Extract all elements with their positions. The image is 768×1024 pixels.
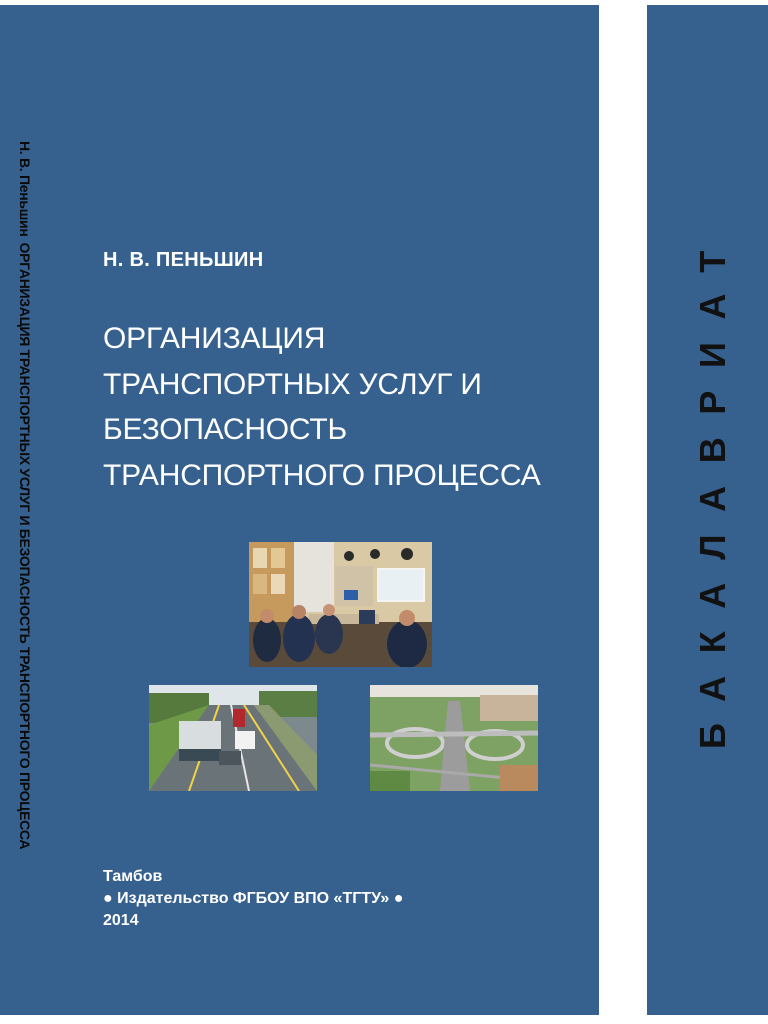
level-label: БАКАЛАВРИАТ [692,228,733,749]
book-title [103,316,583,498]
highway-illustration [149,685,317,791]
classroom-illustration [249,542,432,667]
imprint [103,866,403,932]
cover-side-panel [647,5,768,1015]
classroom-photo [249,542,432,667]
spine-text [17,141,33,855]
highway-photo [149,685,317,791]
interchange-photo [370,685,538,791]
imprint-city: Тамбов [103,868,163,885]
title-line-4: ТРАНСПОРТНОГО ПРОЦЕССА [103,458,541,492]
spine-strip [0,5,54,1015]
author-name: Н. В. ПЕНЬШИН [103,249,264,271]
cover-main-panel [0,5,599,1015]
imprint-year: 2014 [103,912,139,929]
spine-title: ОРГАНИЗАЦИЯ ТРАНСПОРТНЫХ УСЛУГ И БЕЗОПАСНОСТЬ ТРАНСПОРТНОГО ПРОЦЕССА [17,242,33,850]
imprint-publisher: ● Издательство ФГБОУ ВПО «ТГТУ» ● [103,890,404,907]
title-line-2: ТРАНСПОРТНЫХ УСЛУГ И [103,367,482,401]
title-line-1: ОРГАНИЗАЦИЯ [103,322,326,355]
title-line-3: БЕЗОПАСНОСТЬ [103,413,348,446]
spine-author: Н. В. Пеньшин [17,141,33,237]
interchange-illustration [370,685,538,791]
